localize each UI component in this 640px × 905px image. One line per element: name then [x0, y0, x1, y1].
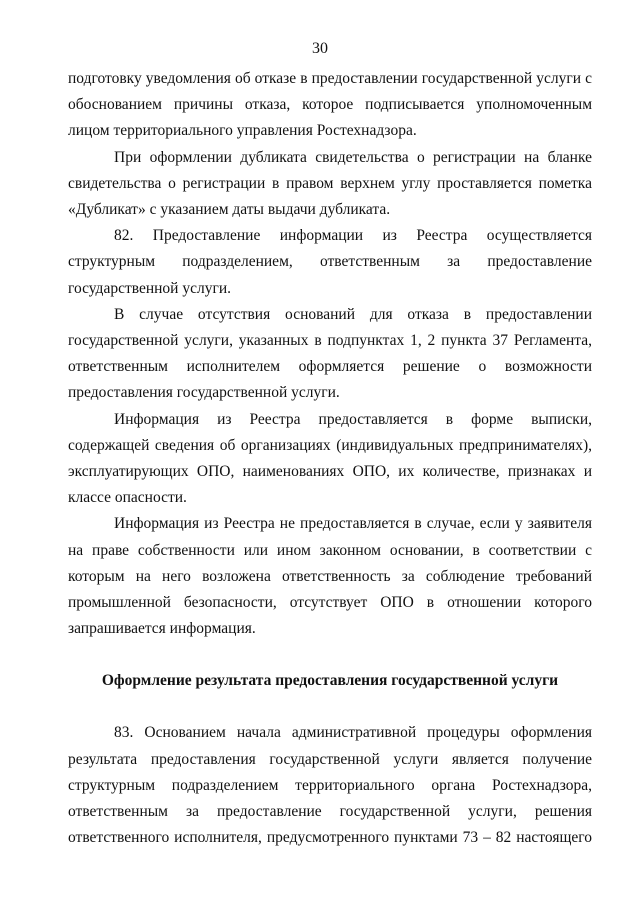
- paragraph-no-refusal: В случае отсутствия оснований для отказа в предоставлении государственной услуги, указанных в подпунктах 1, 2 пункта 37 Регламента, ответственным исполнителем оформляется решение о возможности предоставления государственной услуги.: [68, 305, 592, 402]
- paragraph-duplicate-certificate: При оформлении дубликата свидетельства о регистрации на бланке свидетельства о регистрации в правом верхнем углу проставляется пометка «Дубликат» с указанием даты выдачи дубликата.: [68, 148, 592, 219]
- paragraph-82: 82. Предоставление информации из Реестра осуществляется структурным подразделением, ответственным за предоставление государственной услуги.: [68, 227, 592, 297]
- document-body: [68, 66, 592, 851]
- page-number: 30: [312, 40, 328, 57]
- section-heading: Оформление результата предоставления государственной услуги: [101, 672, 559, 690]
- paragraph-83: 83. Основанием начала административной процедуры оформления результата предоставления государственной услуги является получение структурным подразделением территориального органа Ростехнадзора, ответственным за предоставление государственной услуги, решения ответственного исполнителя, предусмотренного пунктами 73 – 82 настоящего: [68, 724, 592, 847]
- paragraph-registry-extract: Информация из Реестра предоставляется в форме выписки, содержащей сведения об организациях (индивидуальных предпринимателях), эксплуатирующих ОПО, наименованиях ОПО, их количестве, признаках и классе опасности.: [68, 410, 592, 507]
- paragraph-continuation: подготовку уведомления об отказе в предоставлении государственной услуги с обоснованием причины отказа, которое подписывается уполномоченным лицом территориального управления Ростехнадзора.: [68, 70, 592, 140]
- paragraph-registry-not-provided: Информация из Реестра не предоставляется в случае, если у заявителя на праве собственности или ином законном основании, в соответствии с которым на него возложена ответственность за соблюдение требований промышленной безопасности, отсутствует ОПО в отношении которого запрашивается информация.: [68, 515, 592, 638]
